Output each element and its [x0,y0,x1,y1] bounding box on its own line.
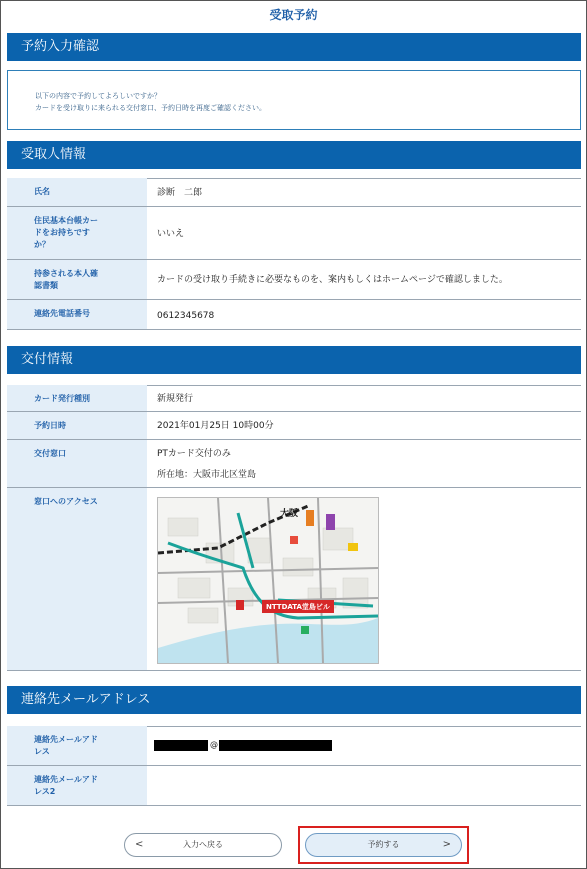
email-at-sign: @ [210,740,218,749]
row-phone [7,300,581,330]
row-name [7,178,581,207]
row-id-documents [7,260,581,300]
notice-line-2: カードを受け取りに来られる交付窓口、予約日時を再度ご確認ください。 [35,104,266,112]
back-button-label: 入力へ戻る [183,840,223,849]
row-datetime [7,412,581,440]
email-1-label-line: 連絡先メールアド [34,735,98,744]
reserve-button[interactable] [305,833,462,857]
id-documents-value: カードの受け取り手続きに必要なものを、案内もしくはホームページで確認しました。 [157,275,508,285]
reserve-button-label: 予約する [367,840,400,849]
redacted-email-user [154,740,208,751]
section-header-delivery: 交付情報 [7,346,581,374]
notice-line-1: 以下の内容で予約してよろしいですか？ [35,92,161,100]
name-value: 診断 二郎 [157,188,203,198]
id-documents-label [7,260,147,299]
row-card-owned [7,207,581,260]
card-owned-label-line: ドをお持ちです [34,228,90,237]
page-title: 受取予約 [269,8,318,22]
map-graphic [158,498,378,663]
name-label: 氏名 [7,178,147,206]
section-header-confirm: 予約入力確認 [7,33,581,61]
window-address: 所在地：大阪市北区堂島 [157,470,257,480]
map-area-label: 大阪 [280,509,299,519]
card-owned-label-line: 住民基本台帳カー [34,216,98,225]
card-owned-label [7,207,147,259]
row-email-2 [7,766,581,806]
datetime-label: 予約日時 [7,412,147,439]
row-email-1 [7,726,581,766]
access-label: 窓口へのアクセス [7,488,147,670]
section-header-recipient: 受取人情報 [7,141,581,169]
phone-label: 連絡先電話番号 [7,300,147,329]
access-map [157,497,379,664]
forward-arrow-icon: > [442,839,451,850]
email-2-label [7,766,147,805]
redacted-email-domain [219,740,332,751]
id-documents-label-line: 認書類 [34,281,58,290]
row-window [7,440,581,488]
back-arrow-icon: < [135,839,144,850]
phone-value: 0612345678 [157,311,215,321]
section-header-email: 連絡先メールアドレス [7,686,581,714]
email-2-label-line: 連絡先メールアド [34,775,98,784]
back-to-input-button[interactable] [124,833,282,857]
map-building-label: NTTDATA堂島ビル [266,603,330,611]
card-owned-label-line: か？ [34,240,50,249]
email-2-label-line: レス2 [34,787,56,796]
window-value: PTカード交付のみ [157,449,231,459]
card-owned-value: いいえ [157,229,185,239]
email-1-label [7,726,147,765]
id-documents-label-line: 持参される本人確 [34,269,98,278]
card-type-label: カード発行種別 [7,385,147,411]
confirmation-notice [7,70,581,130]
datetime-value: 2021年01月25日 10時00分 [157,421,274,431]
window-label: 交付窓口 [7,440,147,487]
card-type-value: 新規発行 [157,394,194,404]
email-1-label-line: レス [34,747,50,756]
row-card-type [7,385,581,412]
